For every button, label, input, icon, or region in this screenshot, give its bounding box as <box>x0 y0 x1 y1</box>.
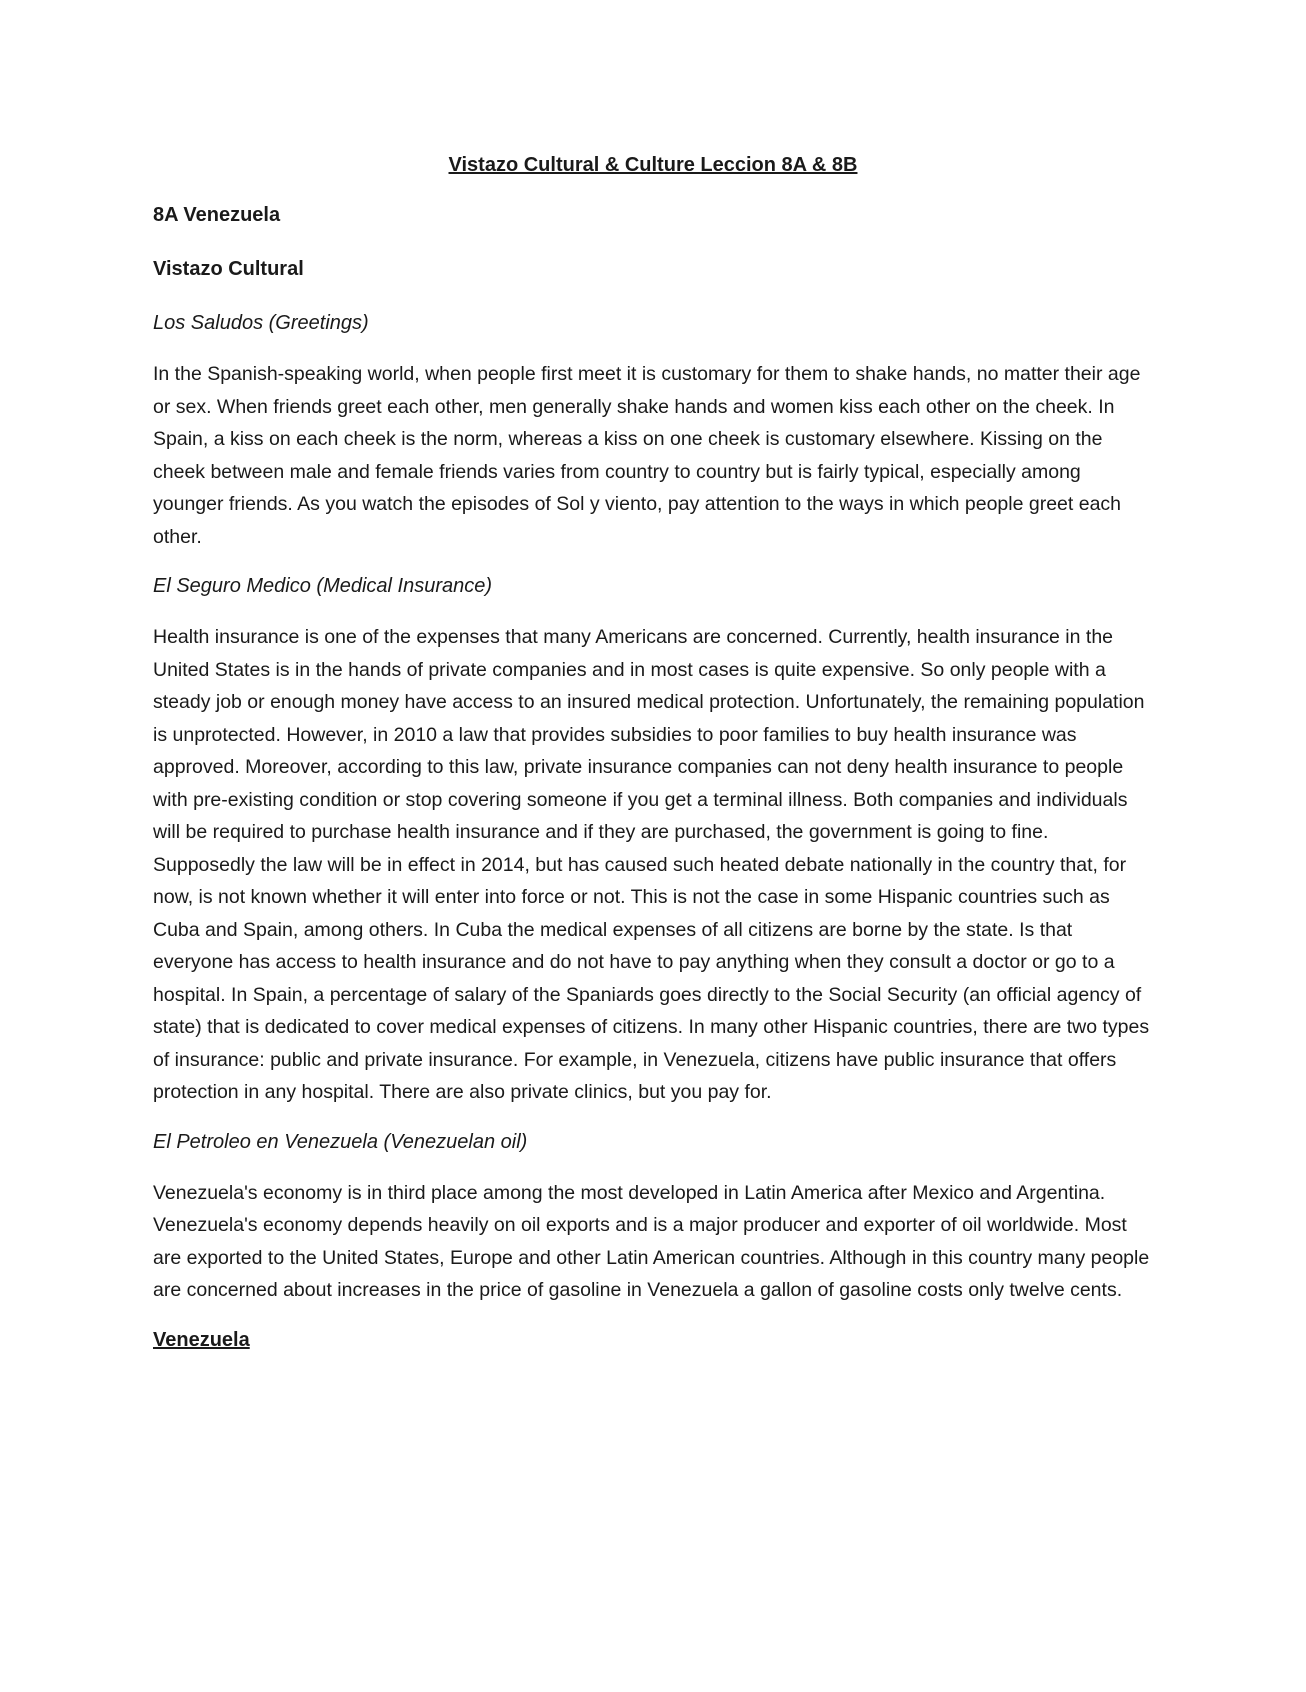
topic-heading-venezuelan-oil: El Petroleo en Venezuela (Venezuelan oil) <box>153 1130 528 1153</box>
document-body <box>153 150 1153 1379</box>
topic-paragraph-greetings: In the Spanish-speaking world, when people first meet it is customary for them to shake hands, no matter their age or sex. When friends greet each other, men generally shake hands and women kiss each other on the cheek. In Spain, a kiss on each cheek is the norm, whereas a kiss on one cheek is customary elsewhere. Kissing on the cheek between male and female friends varies from country to country but is fairly typical, especially among younger friends. As you watch the episodes of Sol y viento, pay attention to the ways in which people greet each other. <box>153 363 1141 548</box>
topic-paragraph-medical-insurance: Health insurance is one of the expenses that many Americans are concerned. Currently, health insurance in the United States is in the hands of private companies and in most cases is quite expensive. So only people with a steady job or enough money have access to an insured medical protection. Unfortunately, the remaining population is unprotected. However, in 2010 a law that provides subsidies to poor families to buy health insurance was approved. Moreover, according to this law, private insurance companies can not deny health insurance to people with pre-existing condition or stop covering someone if you get a terminal illness. Both companies and individuals will be required to purchase health insurance and if they are purchased, the government is going to fine. Supposedly the law will be in effect in 2014, but has caused such heated debate nationally in the country that, for now, is not known whether it will enter into force or not. This is not the case in some Hispanic countries such as Cuba and Spain, among others. In Cuba the medical expenses of all citizens are borne by the state. Is that everyone has access to health insurance and do not have to pay anything when they consult a doctor or go to a hospital. In Spain, a percentage of salary of the Spaniards goes directly to the Social Security (an official agency of state) that is dedicated to cover medical expenses of citizens. In many other Hispanic countries, there are two types of insurance: public and private insurance. For example, in Venezuela, citizens have public insurance that offers protection in any hospital. There are also private clinics, but you pay for. <box>153 626 1150 1103</box>
subsection-heading: Vistazo Cultural <box>153 258 304 280</box>
topic-heading-medical-insurance: El Seguro Medico (Medical Insurance) <box>153 575 493 597</box>
topic-paragraph-venezuelan-oil: Venezuela's economy is in third place among the most developed in Latin America after Mexico and Argentina. Venezuela's economy depends heavily on oil exports and is a major producer and exporter of oil worldwide. Most are exported to the United States, Europe and other Latin American countries. Although in this country many people are concerned about increases in the price of gasoline in Venezuela a gallon of gasoline costs only twelve cents. <box>153 1181 1150 1301</box>
final-heading: Venezuela <box>153 1328 250 1351</box>
topic-heading-greetings: Los Saludos (Greetings) <box>153 312 369 334</box>
section-heading: 8A Venezuela <box>153 204 281 226</box>
document-title: Vistazo Cultural & Culture Leccion 8A & 8B <box>448 154 858 176</box>
